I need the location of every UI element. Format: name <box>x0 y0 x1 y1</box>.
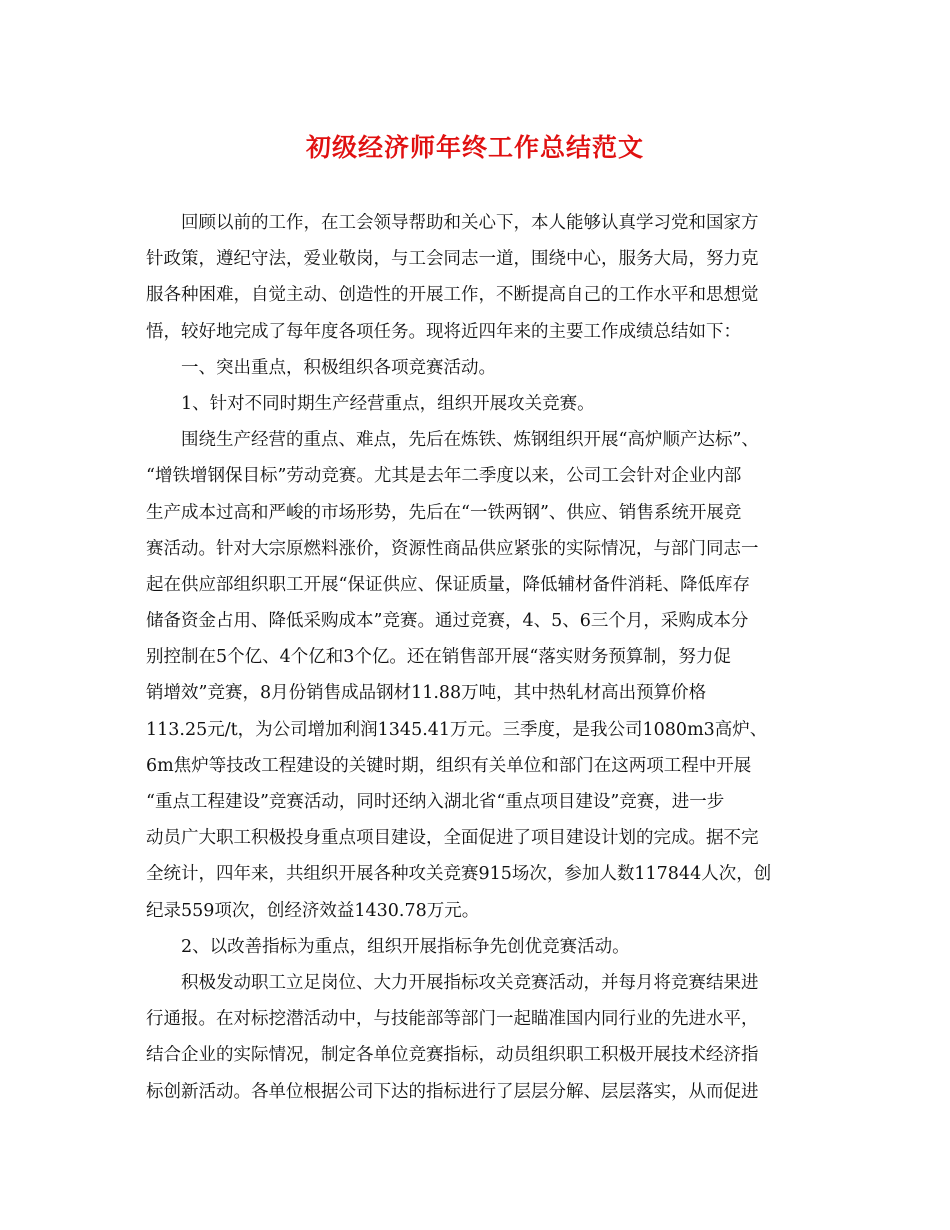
text-line: 销增效”竞赛，8月份销售成品钢材11.88万吨，其中热轧材高出预算价格 <box>146 683 707 704</box>
text-line: 赛活动。针对大宗原燃料涨价，资源性商品供应紧张的实际情况，与部门同志一 <box>146 538 759 559</box>
text-line: 全统计，四年来，共组织开展各种攻关竞赛915场次，参加人数117844人次，创 <box>146 864 772 885</box>
text-line: 储备资金占用、降低采购成本”竞赛。通过竞赛，4、5、6三个月，采购成本分 <box>146 611 749 632</box>
text-line: 回顾以前的工作，在工会领导帮助和关心下，本人能够认真学习党和国家方 <box>181 213 759 233</box>
text-line: 积极发动职工立足岗位、大力开展指标攻关竞赛活动，并每月将竞赛结果进 <box>181 972 759 993</box>
document-body <box>146 205 804 1110</box>
text-line: 悟，较好地完成了每年度各项任务。现将近四年来的主要工作成绩总结如下： <box>146 321 741 342</box>
text-line: 一、突出重点，积极组织各项竞赛活动。 <box>181 357 496 378</box>
text-line: “重点工程建设”竞赛活动，同时还纳入湖北省“重点项目建设”竞赛，进一步 <box>146 792 725 812</box>
text-line: 行通报。在对标挖潜活动中，与技能部等部门一起瞄准国内同行业的先进水平， <box>146 1009 759 1030</box>
text-line: 2、以改善指标为重点，组织开展指标争先创优竞赛活动。 <box>181 936 630 957</box>
text-line: 结合企业的实际情况，制定各单位竞赛指标，动员组织职工积极开展技术经济指 <box>146 1045 759 1066</box>
text-line: “增铁增钢保目标”劳动竞赛。尤其是去年二季度以来，公司工会针对企业内部 <box>146 466 742 487</box>
text-line: 服各种困难，自觉主动、创造性的开展工作，不断提高自己的工作水平和思想觉 <box>146 285 759 306</box>
text-line: 113.25元/t，为公司增加利润1345.41万元。三季度，是我公司1080m3高炉、 <box>146 719 768 740</box>
text-line: 标创新活动。各单位根据公司下达的指标进行了层层分解、层层落实，从而促进 <box>146 1081 759 1102</box>
text-line: 别控制在5个亿、4个亿和3个亿。还在销售部开展“落实财务预算制，努力促 <box>146 647 731 668</box>
text-line: 生产成本过高和严峻的市场形势，先后在“一铁两钢”、供应、销售系统开展竞 <box>146 502 742 523</box>
text-line: 1、针对不同时期生产经营重点，组织开展攻关竞赛。 <box>181 393 595 414</box>
text-line: 围绕生产经营的重点、难点，先后在炼铁、炼钢组织开展“高炉顺产达标”、 <box>181 430 759 451</box>
text-line: 起在供应部组织职工开展“保证供应、保证质量，降低辅材备件消耗、降低库存 <box>146 574 750 595</box>
document-title: 初级经济师年终工作总结范文 <box>305 133 644 162</box>
text-line: 动员广大职工积极投身重点项目建设，全面促进了项目建设计划的完成。据不完 <box>146 828 759 849</box>
text-line: 纪录559项次，创经济效益1430.78万元。 <box>146 900 480 921</box>
text-line: 6m焦炉等技改工程建设的关键时期，组织有关单位和部门在这两项工程中开展 <box>146 755 752 776</box>
text-line: 针政策，遵纪守法，爱业敬岗，与工会同志一道，围绕中心，服务大局，努力克 <box>146 249 759 270</box>
